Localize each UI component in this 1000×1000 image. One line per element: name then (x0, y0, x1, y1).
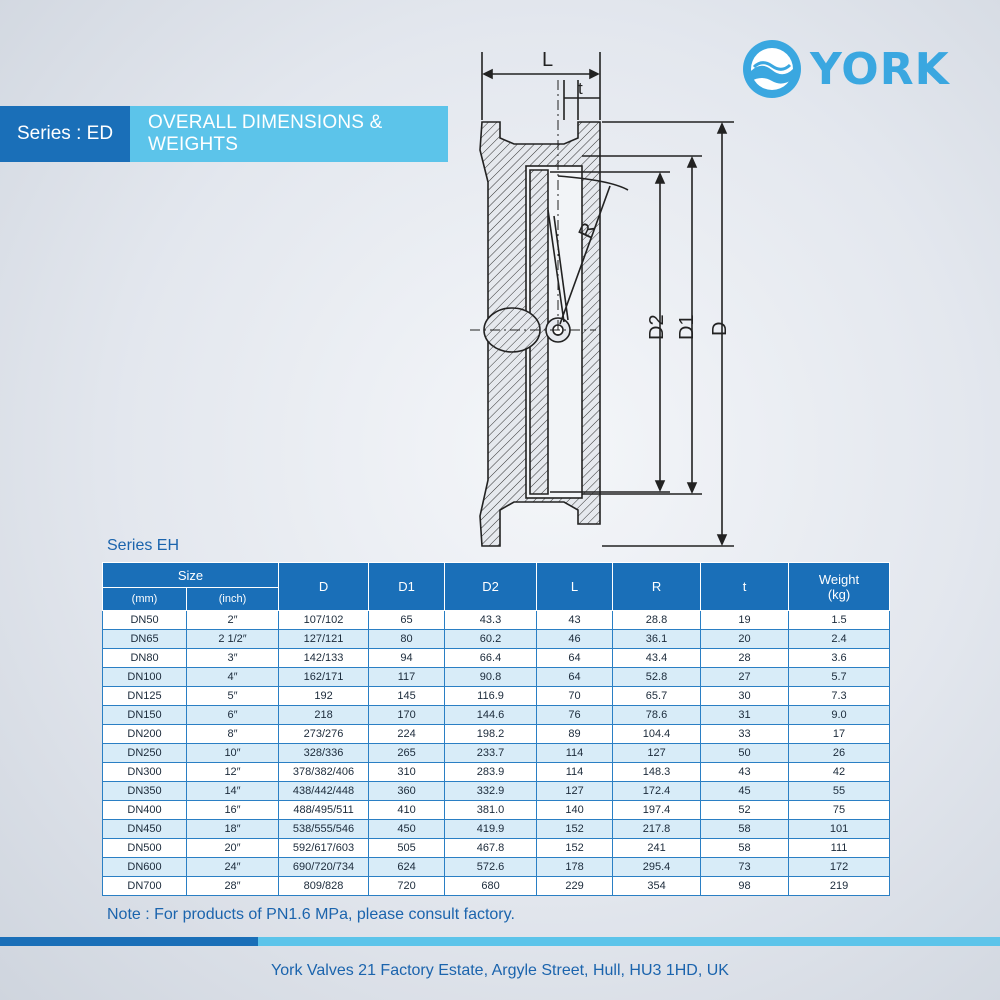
header-mm: (mm) (103, 588, 187, 611)
table-cell: 3″ (187, 649, 279, 668)
table-cell: 378/382/406 (279, 763, 369, 782)
table-cell: 127 (613, 744, 701, 763)
table-cell: 111 (789, 839, 890, 858)
table-row (103, 649, 890, 668)
table-row (103, 877, 890, 896)
table-cell: 192 (279, 687, 369, 706)
table-cell: 98 (701, 877, 789, 896)
header-D: D (279, 563, 369, 611)
table-cell: 10″ (187, 744, 279, 763)
table-cell: 114 (537, 763, 613, 782)
table-cell: 265 (369, 744, 445, 763)
table-cell: 127/121 (279, 630, 369, 649)
table-row (103, 858, 890, 877)
table-cell: 9.0 (789, 706, 890, 725)
table-cell: 43 (701, 763, 789, 782)
table-cell: DN700 (103, 877, 187, 896)
header-size: Size (103, 563, 279, 588)
table-cell: 310 (369, 763, 445, 782)
table-cell: 3.6 (789, 649, 890, 668)
table-cell: 198.2 (445, 725, 537, 744)
table-cell: 224 (369, 725, 445, 744)
table-cell: 410 (369, 801, 445, 820)
table-cell: DN200 (103, 725, 187, 744)
table-cell: DN100 (103, 668, 187, 687)
table-row (103, 839, 890, 858)
footer-bar-dark (0, 937, 258, 946)
dim-label-D: D (709, 321, 731, 336)
table-cell: 505 (369, 839, 445, 858)
header-t: t (701, 563, 789, 611)
table-cell: 52 (701, 801, 789, 820)
table-cell: 2 1/2″ (187, 630, 279, 649)
table-cell: DN600 (103, 858, 187, 877)
table-cell: 172.4 (613, 782, 701, 801)
table-cell: 14″ (187, 782, 279, 801)
table-cell: 148.3 (613, 763, 701, 782)
table-cell: 5″ (187, 687, 279, 706)
table-cell: 450 (369, 820, 445, 839)
header-D1: D1 (369, 563, 445, 611)
header-R: R (613, 563, 701, 611)
table-cell: 117 (369, 668, 445, 687)
table-cell: 273/276 (279, 725, 369, 744)
table-cell: 60.2 (445, 630, 537, 649)
table-cell: 680 (445, 877, 537, 896)
logo-wordmark: YORK (810, 43, 950, 95)
table-cell: DN150 (103, 706, 187, 725)
header-weight-label: Weight (818, 571, 860, 587)
table-cell: 152 (537, 839, 613, 858)
table-row (103, 687, 890, 706)
footer-address: York Valves 21 Factory Estate, Argyle Street, Hull, HU3 1HD, UK (271, 962, 729, 979)
table-cell: 16″ (187, 801, 279, 820)
table-cell: 438/442/448 (279, 782, 369, 801)
table-cell: 101 (789, 820, 890, 839)
header-weight (789, 563, 890, 611)
table-cell: 46 (537, 630, 613, 649)
table-cell: 80 (369, 630, 445, 649)
table-cell: 43.4 (613, 649, 701, 668)
table-cell: 572.6 (445, 858, 537, 877)
table-cell: 328/336 (279, 744, 369, 763)
table-cell: 218 (279, 706, 369, 725)
table-cell: 152 (537, 820, 613, 839)
table-cell: 116.9 (445, 687, 537, 706)
table-cell: 2.4 (789, 630, 890, 649)
table-cell: 233.7 (445, 744, 537, 763)
table-row (103, 801, 890, 820)
table-cell: 17 (789, 725, 890, 744)
table-cell: 33 (701, 725, 789, 744)
table-cell: 419.9 (445, 820, 537, 839)
table-cell: 65 (369, 611, 445, 630)
table-row (103, 630, 890, 649)
table-cell: 43.3 (445, 611, 537, 630)
table-cell: 58 (701, 820, 789, 839)
table-row (103, 725, 890, 744)
table-cell: 55 (789, 782, 890, 801)
table-cell: 8″ (187, 725, 279, 744)
table-cell: 488/495/511 (279, 801, 369, 820)
table-cell: 114 (537, 744, 613, 763)
table-cell: 26 (789, 744, 890, 763)
table-cell: 90.8 (445, 668, 537, 687)
table-cell: 18″ (187, 820, 279, 839)
table-row (103, 763, 890, 782)
table-cell: 12″ (187, 763, 279, 782)
table-body (103, 611, 890, 896)
table-cell: 50 (701, 744, 789, 763)
table-cell: 64 (537, 668, 613, 687)
table-cell: 360 (369, 782, 445, 801)
table-cell: 65.7 (613, 687, 701, 706)
note-text: Note : For products of PN1.6 MPa, please consult factory. (107, 906, 515, 923)
table-row (103, 782, 890, 801)
table-cell: 28″ (187, 877, 279, 896)
dim-label-D2: D2 (646, 314, 668, 340)
table-cell: 720 (369, 877, 445, 896)
table-cell: 142/133 (279, 649, 369, 668)
table-cell: 19 (701, 611, 789, 630)
table-cell: 4″ (187, 668, 279, 687)
footer-bar-light (258, 937, 1000, 946)
header-L: L (537, 563, 613, 611)
table-row (103, 820, 890, 839)
table-cell: 295.4 (613, 858, 701, 877)
table-cell: 104.4 (613, 725, 701, 744)
table-cell: 690/720/734 (279, 858, 369, 877)
table-cell: 6″ (187, 706, 279, 725)
table-row (103, 668, 890, 687)
dimensions-table (102, 562, 890, 896)
table-cell: 467.8 (445, 839, 537, 858)
table-cell: 27 (701, 668, 789, 687)
table-cell: 219 (789, 877, 890, 896)
table-cell: 78.6 (613, 706, 701, 725)
table-cell: 2″ (187, 611, 279, 630)
table-cell: 24″ (187, 858, 279, 877)
table-cell: 140 (537, 801, 613, 820)
table-cell: 28.8 (613, 611, 701, 630)
table-row (103, 611, 890, 630)
table-cell: DN65 (103, 630, 187, 649)
table-cell: DN300 (103, 763, 187, 782)
table-cell: 5.7 (789, 668, 890, 687)
table-cell: 144.6 (445, 706, 537, 725)
header-D2: D2 (445, 563, 537, 611)
header-inch: (inch) (187, 588, 279, 611)
table-cell: 354 (613, 877, 701, 896)
valve-cross-section-drawing (460, 40, 750, 560)
dim-label-D1: D1 (676, 314, 698, 340)
table-cell: 31 (701, 706, 789, 725)
table-cell: 127 (537, 782, 613, 801)
series-band (0, 106, 448, 162)
table-cell: 217.8 (613, 820, 701, 839)
table-cell: 332.9 (445, 782, 537, 801)
table-cell: 45 (701, 782, 789, 801)
table-cell: 178 (537, 858, 613, 877)
table-cell: 624 (369, 858, 445, 877)
table-cell: 42 (789, 763, 890, 782)
table-cell: 58 (701, 839, 789, 858)
table-cell: DN400 (103, 801, 187, 820)
dim-label-R: R (574, 219, 601, 242)
table-cell: 381.0 (445, 801, 537, 820)
table-cell: DN250 (103, 744, 187, 763)
table-cell: 75 (789, 801, 890, 820)
table-cell: 89 (537, 725, 613, 744)
table-cell: 809/828 (279, 877, 369, 896)
table-cell: DN350 (103, 782, 187, 801)
table-cell: 1.5 (789, 611, 890, 630)
york-wave-icon (742, 39, 802, 99)
table-cell: 538/555/546 (279, 820, 369, 839)
table-cell: 52.8 (613, 668, 701, 687)
table-cell: 197.4 (613, 801, 701, 820)
table-row (103, 706, 890, 725)
section-title: OVERALL DIMENSIONS & WEIGHTS (130, 106, 448, 162)
dim-label-t: t (578, 79, 583, 98)
dim-label-L: L (542, 49, 554, 71)
table-cell: 229 (537, 877, 613, 896)
york-logo (742, 38, 982, 100)
table-cell: DN80 (103, 649, 187, 668)
table-cell: 70 (537, 687, 613, 706)
table-caption: Series EH (107, 537, 180, 554)
table-cell: 7.3 (789, 687, 890, 706)
table-cell: 162/171 (279, 668, 369, 687)
table-cell: 73 (701, 858, 789, 877)
table-row (103, 744, 890, 763)
header-weight-unit: (kg) (827, 586, 851, 602)
table-cell: 145 (369, 687, 445, 706)
table-cell: DN50 (103, 611, 187, 630)
table-cell: 170 (369, 706, 445, 725)
table-cell: 43 (537, 611, 613, 630)
table-cell: 20 (701, 630, 789, 649)
table-cell: 283.9 (445, 763, 537, 782)
table-cell: 28 (701, 649, 789, 668)
table-cell: 66.4 (445, 649, 537, 668)
table-cell: DN125 (103, 687, 187, 706)
table-cell: 20″ (187, 839, 279, 858)
table-cell: 30 (701, 687, 789, 706)
table-cell: 76 (537, 706, 613, 725)
table-cell: 592/617/603 (279, 839, 369, 858)
table-cell: DN450 (103, 820, 187, 839)
table-cell: 241 (613, 839, 701, 858)
table-cell: 64 (537, 649, 613, 668)
table-cell: 94 (369, 649, 445, 668)
series-label: Series : ED (0, 106, 130, 162)
table-cell: 36.1 (613, 630, 701, 649)
table-cell: DN500 (103, 839, 187, 858)
table-cell: 172 (789, 858, 890, 877)
table-cell: 107/102 (279, 611, 369, 630)
